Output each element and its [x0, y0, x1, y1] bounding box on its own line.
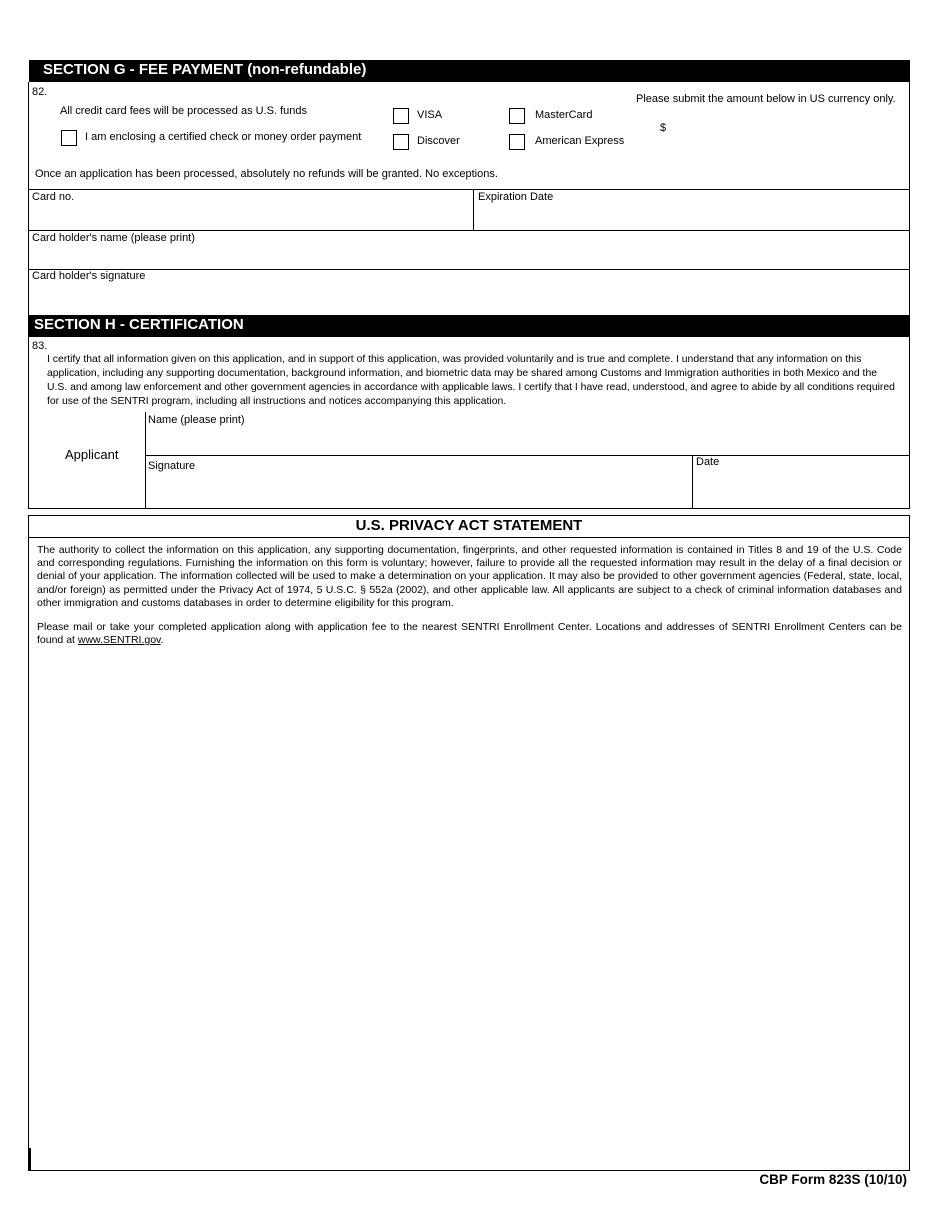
- holder-signature-top-border: [28, 269, 910, 270]
- sentri-website-link[interactable]: www.SENTRI.gov: [77, 634, 161, 647]
- card-no-input[interactable]: [30, 205, 470, 229]
- applicant-name-label: Name (please print): [148, 414, 245, 426]
- section-h-bottom-border: [28, 508, 910, 509]
- applicant-signature-label: Signature: [148, 460, 196, 472]
- expiration-date-label: Expiration Date: [478, 191, 554, 203]
- form-id: CBP Form 823S (10/10): [759, 1172, 907, 1187]
- section-h-left-border: [28, 337, 29, 509]
- privacy-frame: [28, 515, 910, 1171]
- card-no-label: Card no.: [32, 191, 75, 203]
- mastercard-label: MasterCard: [535, 109, 593, 121]
- american-express-label: American Express: [535, 135, 625, 147]
- privacy-title: U.S. PRIVACY ACT STATEMENT: [355, 517, 583, 534]
- section-g-header: [29, 60, 910, 82]
- item-82-number: 82.: [32, 86, 48, 98]
- american-express-checkbox[interactable]: [509, 134, 525, 150]
- currency-note: Please submit the amount below in US currency only.: [636, 93, 896, 105]
- usd-note: All credit card fees will be processed as U.S. funds: [60, 105, 308, 117]
- section-h-right-border: [909, 337, 910, 509]
- signature-date-divider: [692, 455, 693, 508]
- applicant-date-input[interactable]: [696, 470, 904, 506]
- section-g-right-border: [909, 82, 910, 316]
- privacy-title-underline: [28, 537, 910, 538]
- certification-text: I certify that all information given on this application, and in support of this application, was provided voluntarily and is true and complete. I understand that any information on this application, including any supporting documentation, background information, and biometric data may be shared among Customs and Immigration authorities in both Mexico and the U.S. and among law enforcement and other government agencies in accordance with applicable laws. I certify that I have read, understood, and agree to abide by all conditions required for use of the SENTRI program, including all instructions and notices accompanying this application.: [47, 354, 895, 407]
- refund-note: Once an application has been processed, absolutely no refunds will be granted. No exceptions.: [35, 168, 498, 180]
- holder-signature-field[interactable]: [30, 284, 906, 314]
- applicant-label: Applicant: [65, 447, 119, 462]
- card-row-divider: [473, 189, 474, 230]
- holder-signature-label: Card holder's signature: [32, 270, 146, 282]
- applicant-date-label: Date: [696, 456, 720, 468]
- card-row-top-border: [28, 189, 910, 190]
- check-money-order-checkbox[interactable]: [61, 130, 77, 146]
- section-h-header: [28, 315, 910, 337]
- privacy-paragraph-2: [37, 621, 902, 647]
- applicant-signature-field[interactable]: [148, 474, 688, 506]
- holder-name-input[interactable]: [30, 246, 906, 268]
- mastercard-checkbox[interactable]: [509, 108, 525, 124]
- holder-name-label: Card holder's name (please print): [32, 232, 195, 244]
- section-h-title: SECTION H - CERTIFICATION: [34, 316, 244, 333]
- discover-checkbox[interactable]: [393, 134, 409, 150]
- visa-checkbox[interactable]: [393, 108, 409, 124]
- applicant-name-input[interactable]: [148, 428, 904, 454]
- dollar-sign: $: [660, 122, 667, 134]
- margin-tick-mark: [29, 1148, 31, 1170]
- discover-label: Discover: [417, 135, 460, 147]
- item-83-number: 83.: [32, 340, 48, 352]
- privacy-paragraph-2-text: Please mail or take your completed application along with application fee to the nearest SENTRI Enrollment Center. Locations and addresses of SENTRI Enrollment Centers can be found at: [37, 621, 902, 647]
- applicant-column-divider: [145, 412, 146, 508]
- section-g-left-border: [28, 82, 29, 316]
- holder-name-top-border: [28, 230, 910, 231]
- visa-label: VISA: [417, 109, 443, 121]
- privacy-paragraph-2-end: .: [160, 634, 164, 647]
- privacy-paragraph-1: The authority to collect the information on this application, any supporting documentation, fingerprints, and other requested information is contained in Titles 8 and 19 of the U.S. Code and corresponding regulations. Furnishing the information on this form is voluntary; however, failure to provide all the requested information may result in the delay of a final decision or denial of your application. The information collected will be used to make a determination on your application. It may also be provided to other government agencies (Federal, state, local, and/or foreign) as permitted under the Privacy Act of 1974, 5 U.S.C. § 552a (2002), and other applicable law. All applicants are subject to a check of criminal information databases and other immigration and customs databases in order to determine eligibility for this program.: [37, 544, 902, 609]
- expiration-date-input[interactable]: [476, 205, 906, 229]
- signature-row-top-border: [145, 455, 910, 456]
- section-g-title: SECTION G - FEE PAYMENT (non-refundable): [43, 61, 367, 78]
- amount-input[interactable]: [670, 118, 900, 136]
- check-money-order-label: I am enclosing a certified check or money order payment: [85, 131, 362, 143]
